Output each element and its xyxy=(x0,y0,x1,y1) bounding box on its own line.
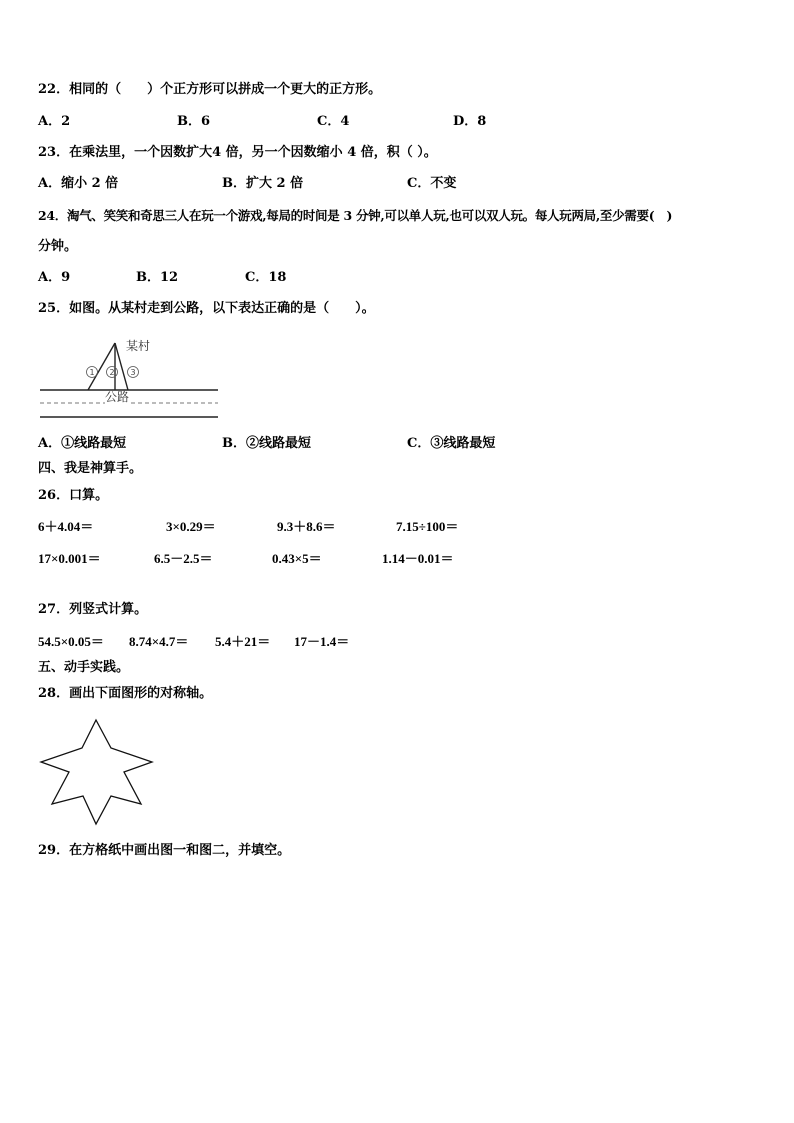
q24-option-c: C．18 xyxy=(245,270,287,285)
q22-option-c: C．4 xyxy=(317,114,350,129)
oral-calc-item: 1.14－0.01＝ xyxy=(382,551,454,566)
vertical-calc-item: 5.4＋21＝ xyxy=(215,634,271,649)
route-2-label: 2 xyxy=(109,368,115,377)
q22-option-d: D．8 xyxy=(453,114,487,129)
q25-option-c: C．③线路最短 xyxy=(407,436,496,451)
question-26-text: 26．口算。 xyxy=(38,488,109,503)
q25-option-a: A．①线路最短 xyxy=(38,436,127,451)
road-label: 公路 xyxy=(105,390,130,404)
q25-option-b: B．②线路最短 xyxy=(222,436,311,451)
q23-option-c: C．不变 xyxy=(407,176,457,191)
route-3-label: 3 xyxy=(130,368,136,377)
vertical-calc-item: 54.5×0.05＝ xyxy=(38,634,104,649)
q24-option-a: A．9 xyxy=(38,270,71,285)
oral-calc-item: 6.5－2.5＝ xyxy=(154,551,213,566)
question-25-text: 25．如图。从某村走到公路，以下表达正确的是（ ）。 xyxy=(38,301,375,316)
village-label: 某村 xyxy=(126,339,151,353)
question-22-text: 22．相同的（ ）个正方形可以拼成一个更大的正方形。 xyxy=(38,82,382,97)
oral-calc-item: 3×0.29＝ xyxy=(166,519,216,534)
question-23-text: 23．在乘法里，一个因数扩大4 倍，另一个因数缩小 4 倍，积（ ）。 xyxy=(38,145,437,160)
q22-option-b: B．6 xyxy=(177,114,211,129)
route-1-label: 1 xyxy=(89,368,95,377)
vertical-calc-item: 17－1.4＝ xyxy=(294,634,350,649)
q22-option-a: A．2 xyxy=(38,114,71,129)
question-28-text: 28．画出下面图形的对称轴。 xyxy=(38,686,213,701)
six-pointed-star-figure xyxy=(41,720,152,824)
vertical-calc-item: 8.74×4.7＝ xyxy=(129,634,189,649)
section-4-title: 四、我是神算手。 xyxy=(38,461,143,476)
oral-calc-item: 17×0.001＝ xyxy=(38,551,101,566)
question-24-text-cont: 分钟。 xyxy=(38,239,78,254)
question-29-text: 29．在方格纸中画出图一和图二，并填空。 xyxy=(38,843,291,858)
q23-option-a: A．缩小 2 倍 xyxy=(38,176,119,191)
section-5-title: 五、动手实践。 xyxy=(38,660,130,675)
oral-calc-item: 0.43×5＝ xyxy=(272,551,322,566)
q24-option-b: B．12 xyxy=(136,270,179,285)
oral-calc-item: 7.15÷100＝ xyxy=(396,519,459,534)
oral-calc-item: 6＋4.04＝ xyxy=(38,519,94,534)
oral-calc-item: 9.3＋8.6＝ xyxy=(277,519,336,534)
question-24-text: 24．淘气、笑笑和奇思三人在玩一个游戏,每局的时间是 3 分钟,可以单人玩,也可以双人玩。每人玩两局,至少需要( ) xyxy=(38,208,673,223)
q23-option-b: B．扩大 2 倍 xyxy=(222,176,304,191)
question-27-text: 27．列竖式计算。 xyxy=(38,602,148,617)
